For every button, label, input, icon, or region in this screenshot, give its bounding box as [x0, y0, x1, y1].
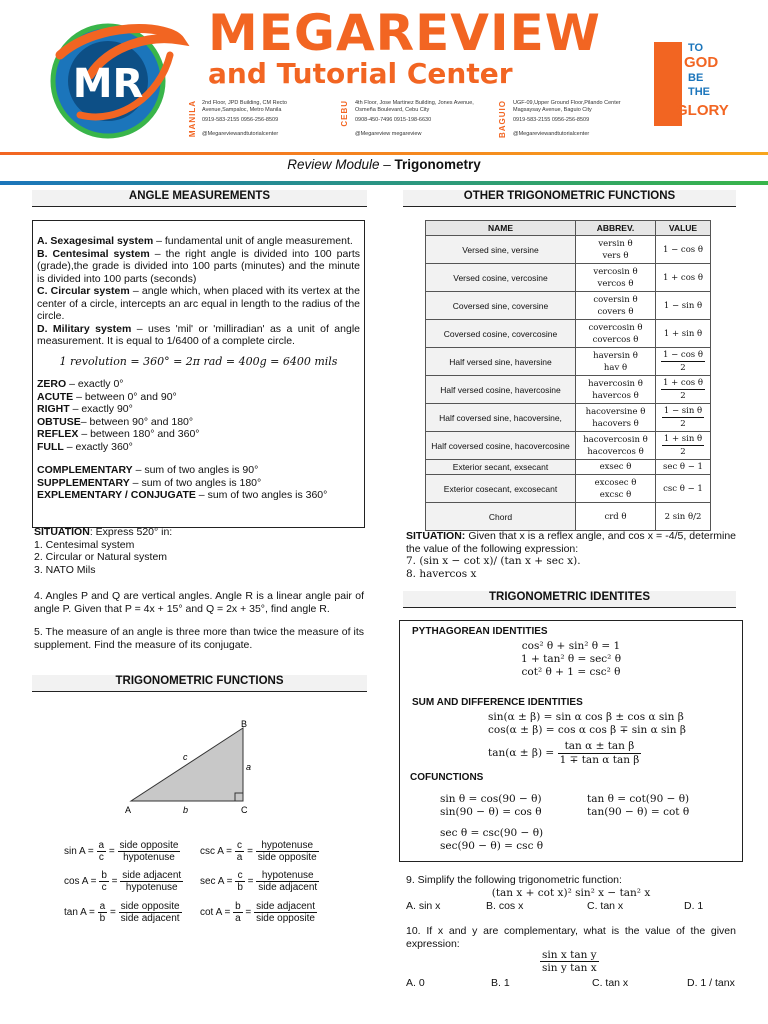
header-rule [0, 152, 768, 155]
question-9-expression: (tan x + cot x)² sin² x − tan² x [491, 886, 651, 899]
table-row: Exterior secant, exsecant exsec θ sec θ − 1 [426, 460, 711, 475]
branch-address-baguio: UGF-09,Upper Ground Floor,Pilando Center Magsaysay Avenue, Baguio City [513, 100, 621, 113]
slogan-to: TO [688, 42, 704, 54]
cofunctions-left [440, 793, 542, 819]
identity-sin-sum: sin(α ± β) = sin α cos β ± cos α sin β [488, 711, 684, 723]
situation-1-item: 2. Circular or Natural system [34, 551, 168, 563]
vertex-c-label: C [241, 805, 248, 815]
q9-choice-a: A. sin x [406, 900, 441, 912]
slogan-be: BE [688, 72, 704, 84]
question-8: 8. havercos x [406, 567, 477, 580]
section-trigonometric-functions: TRIGONOMETRIC FUNCTIONS [32, 675, 367, 692]
table-row: Half coversed cosine, hacovercosine hacovercosin θ hacovercos θ $\frac{\text{1 + sin θ}}{2}$ [426, 432, 711, 460]
q10-choice-a: A. 0 [406, 977, 425, 989]
question-7: 7. (sin x − cot x)/ (tan x + sec x). [406, 555, 581, 567]
table-row: Half coversed sine, hacoversine, hacoversine θ hacovers θ $\frac{\text{1 − sin θ}}{2}$ [426, 404, 711, 432]
angle-type-full: FULL – exactly 360° [37, 440, 133, 453]
table-row: Coversed sine, coversine coversin θ covers θ 1 − sin θ [426, 292, 711, 320]
table-row: Half versed cosine, havercosine havercosin θ havercos θ $\frac{\text{1 + cos θ}}{2}$ [426, 376, 711, 404]
identity-cof-3: tan θ = cot(90 − θ) [587, 793, 690, 805]
military-system: D. Military system – uses 'mil' or 'milliradian' as a unit of angle measurement. It is equal to 1/6400 of a complete circle. [37, 322, 361, 347]
module-rule [0, 181, 768, 185]
q9-choice-b: B. cos x [486, 900, 524, 912]
branch-phones-cebu: 0908-450-7496 0915-198-6630 [355, 117, 432, 123]
side-b-label: b [183, 805, 189, 815]
def-sin: sin A = $\frac{a}{c}$ = $\frac{\text{side opposite}}{\text{hypotenuse}}$ [64, 840, 179, 863]
module-title: Review Module – Trigonometry [287, 157, 481, 172]
question-4: 4. Angles P and Q are vertical angles. Angle R is a linear angle pair of angle P. Given that P = 4x + 15° and Q = 2x + 35°, find angle R. [34, 590, 364, 615]
sum-difference-title: SUM AND DIFFERENCE IDENTITIES [412, 697, 583, 708]
cofunctions-right [587, 793, 689, 819]
angle-type-right: RIGHT – exactly 90° [37, 403, 133, 415]
def-csc: csc A = $\frac{c}{a}$ = $\frac{\text{hypotenuse}}{\text{side opposite}}$ [200, 840, 317, 863]
q9-choice-d: D. 1 [684, 900, 704, 912]
question-9 [406, 874, 736, 899]
circular-system: C. Circular system – angle which, when placed with its vertex at the center of a circle, intercepts an arc equal in length to the radius of the circle. [37, 285, 360, 322]
q10-choice-c: C. tan x [592, 977, 629, 989]
megareview-logo [30, 15, 190, 145]
table-row: Half versed sine, haversine haversin θ hav θ $\frac{\text{1 − cos θ}}{2}$ [426, 348, 711, 376]
angle-measurements-box [32, 220, 365, 528]
section-trigonometric-identities: TRIGONOMETRIC IDENTITES [403, 591, 736, 608]
slogan-god: GOD [684, 54, 719, 71]
sum-difference-identities [488, 711, 686, 767]
section-angle-measurements: ANGLE MEASUREMENTS [32, 190, 367, 207]
slogan-glory: GLORY [676, 102, 729, 119]
situation-1 [34, 526, 364, 651]
svg-text:MR: MR [72, 61, 144, 107]
q10-choice-d: D. 1 / tanx [687, 977, 735, 989]
branch-phones-manila: 0919-583-2155 0956-256-8509 [202, 117, 279, 123]
branch-social-baguio: @Megareviewandtutorialcenter [513, 131, 590, 137]
pair-complementary: COMPLEMENTARY – sum of two angles is 90° [37, 464, 259, 476]
centesimal-system: B. Centesimal system – the right angle is divided into 100 parts (grade),the grade is divided into 100 parts (minutes) and the minute is divided into 100 parts (seconds) [37, 247, 360, 285]
angle-type-zero: ZERO – exactly 0° [37, 378, 124, 390]
col-value: VALUE [656, 221, 711, 236]
identity-cos-sum: cos(α ± β) = cos α cos β ∓ sin α sin β [488, 724, 686, 736]
cofunctions-bottom [440, 827, 543, 853]
identity-pyth-2: 1 + tan² θ = sec² θ [520, 653, 622, 665]
pythagorean-identities [400, 640, 742, 679]
side-a-label: a [246, 762, 252, 772]
identity-cof-5: sec θ = csc(90 − θ) [440, 827, 544, 839]
right-triangle-diagram [115, 718, 260, 818]
table-row: Chord crd θ 2 sin θ/2 [426, 503, 711, 531]
identity-cof-1: sin θ = cos(90 − θ) [440, 793, 542, 805]
pair-explementary: EXPLEMENTARY / CONJUGATE – sum of two angles is 360° [37, 489, 328, 501]
identity-tan-sum: tan(α ± β) = $\frac{\text{tan α ± tan β}}{\text{1 ∓ tan α tan β}}$ [488, 740, 640, 766]
revolution-equation: 1 revolution = 360° = 2π rad = 400g = 6400 mils [59, 354, 338, 368]
slogan-badge [654, 42, 732, 126]
sexagesimal-system: A. Sexagesimal system – fundamental unit of angle measurement. [37, 235, 353, 247]
identity-cof-2: sin(90 − θ) = cos θ [440, 806, 542, 818]
identity-cof-4: tan(90 − θ) = cot θ [587, 806, 690, 818]
def-cos: cos A = $\frac{b}{c}$ = $\frac{\text{side adjacent}}{\text{hypotenuse}}$ [64, 870, 182, 893]
branch-city-manila: MANILA [188, 100, 197, 138]
table-row: Exterior cosecant, excosecant excosec θ excsc θ csc θ − 1 [426, 475, 711, 503]
other-trig-table [425, 220, 711, 531]
def-sec: sec A = $\frac{c}{b}$ = $\frac{\text{hypotenuse}}{\text{side adjacent}}$ [200, 870, 318, 893]
situation-2-prompt: SITUATION: Given that x is a reflex angle, and cos x = -4/5, determine the value of the following expression: [406, 530, 736, 555]
def-tan: tan A = $\frac{a}{b}$ = $\frac{\text{side opposite}}{\text{side adjacent}}$ [64, 901, 180, 924]
brand-title: MEGAREVIEW [208, 4, 601, 62]
branch-phones-baguio: 0919-583-2155 0956-256-8509 [513, 117, 590, 123]
situation-1-prompt: SITUATION: Express 520° in: [34, 526, 173, 538]
question-9-text: 9. Simplify the following trigonometric function: [406, 874, 622, 886]
branch-social-manila: @Megareviewandtutorialcenter [202, 131, 279, 137]
question-10-text: 10. If x and y are complementary, what is the value of the given expression: [406, 925, 736, 950]
brand-subtitle: and Tutorial Center [208, 57, 513, 90]
question-5: 5. The measure of an angle is three more than twice the measure of its supplement. Find the measure of its conjugate. [34, 626, 364, 651]
table-row: Versed cosine, vercosine vercosin θ vercos θ 1 + cos θ [426, 264, 711, 292]
angle-type-obtuse: OBTUSE– between 90° and 180° [37, 415, 194, 428]
cofunctions-title: COFUNCTIONS [410, 772, 484, 783]
branch-city-baguio: BAGUIO [498, 100, 507, 138]
identity-pyth-1: cos² θ + sin² θ = 1 [521, 640, 621, 652]
situation-1-item: 3. NATO Mils [34, 563, 96, 576]
table-header-row [426, 221, 711, 236]
q9-choice-c: C. tan x [587, 900, 624, 912]
angle-type-acute: ACUTE – between 0° and 90° [37, 390, 177, 403]
identity-cof-6: sec(90 − θ) = csc θ [440, 840, 544, 852]
branch-social-cebu: @Megareview megareview [355, 131, 422, 137]
branch-city-cebu: CEBU [340, 100, 349, 127]
side-c-label: c [183, 752, 188, 762]
identity-pyth-3: cot² θ + 1 = csc² θ [521, 666, 621, 678]
table-row: Coversed cosine, covercosine covercosin θ covercos θ 1 + sin θ [426, 320, 711, 348]
pair-supplementary: SUPPLEMENTARY – sum of two angles is 180° [37, 476, 262, 489]
branch-address-cebu: 4th Floor, Jose Martinez Building, Jones Avenue, Osmeña Boulevard, Cebu City [355, 100, 474, 113]
q10-choice-b: B. 1 [491, 977, 510, 989]
angle-type-reflex: REFLEX – between 180° and 360° [37, 428, 200, 440]
vertex-b-label: B [241, 719, 248, 729]
question-10-expression: $\frac{\text{sin x tan y}}{\text{sin y tan x}}$ [542, 949, 597, 974]
col-name: NAME [426, 221, 576, 236]
def-cot: cot A = $\frac{b}{a}$ = $\frac{\text{side adjacent}}{\text{side opposite}}$ [200, 901, 315, 924]
col-abbrev: ABBREV. [576, 221, 656, 236]
situation-1-item: 1. Centesimal system [34, 538, 135, 551]
identities-box [399, 620, 743, 862]
slogan-the: THE [688, 86, 710, 98]
vertex-a-label: A [125, 805, 132, 815]
section-other-trig-functions: OTHER TRIGONOMETRIC FUNCTIONS [403, 190, 736, 207]
branch-address-manila: 2nd Floor, JPD Building, CM Recto Avenue,Sampaloc, Metro Manila [202, 100, 287, 113]
situation-2 [406, 530, 736, 580]
pythagorean-title: PYTHAGOREAN IDENTITIES [412, 626, 548, 637]
table-row: Versed sine, versine versin θ vers θ 1 − cos θ [426, 236, 711, 264]
